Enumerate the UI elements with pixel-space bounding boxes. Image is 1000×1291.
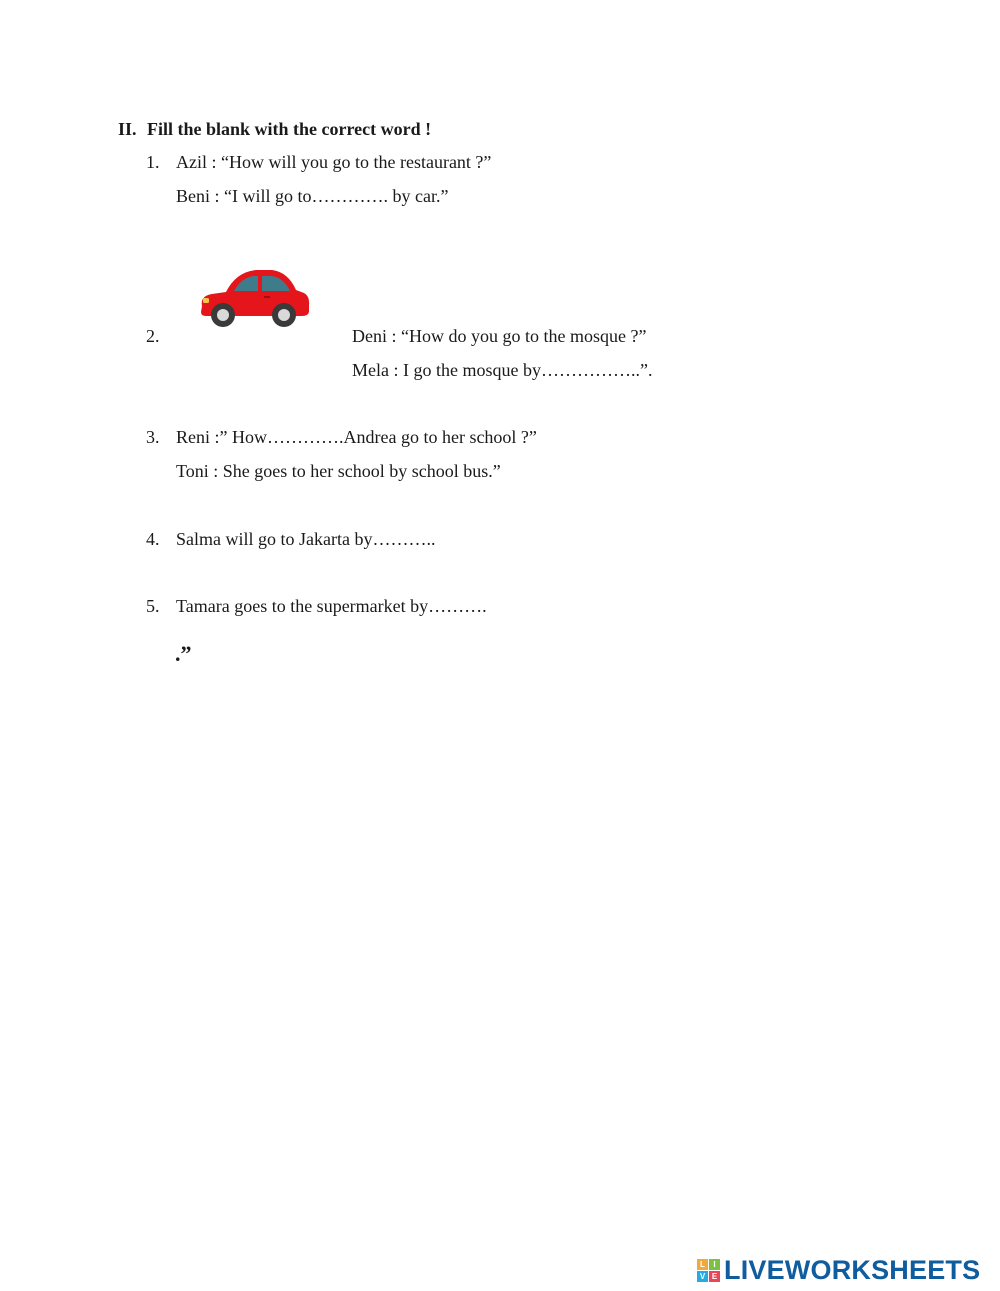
section-title: Fill the blank with the correct word ! bbox=[147, 119, 432, 139]
liveworksheets-logo bbox=[697, 1254, 980, 1286]
item-2-line-2: Mela : I go the mosque by……………..”. bbox=[352, 360, 653, 380]
item-1-line-1: Azil : “How will you go to the restaurant ?” bbox=[176, 152, 492, 172]
item-4-number: 4. bbox=[146, 529, 160, 549]
item-2-number: 2. bbox=[146, 326, 160, 346]
car-door-handle bbox=[264, 296, 270, 298]
item-3-number: 3. bbox=[146, 427, 160, 447]
badge-letter-l: L bbox=[697, 1259, 708, 1270]
item-4-line-1: Salma will go to Jakarta by……….. bbox=[176, 529, 436, 549]
item-1-line-2: Beni : “I will go to…………. by car.” bbox=[176, 186, 449, 206]
section-number: II. bbox=[118, 119, 137, 139]
badge-letter-v: V bbox=[697, 1271, 708, 1282]
item-2-line-1: Deni : “How do you go to the mosque ?” bbox=[352, 326, 647, 346]
logo-text: LIVEWORKSHEETS bbox=[724, 1254, 981, 1285]
badge-letter-i: I bbox=[709, 1259, 720, 1270]
car-light bbox=[203, 298, 209, 303]
item-5-line-1: Tamara goes to the supermarket by………. bbox=[176, 596, 487, 616]
item-1-number: 1. bbox=[146, 152, 160, 172]
red-car-image bbox=[196, 266, 312, 328]
logo-badge-icon bbox=[697, 1259, 720, 1282]
item-3-line-1: Reni :” How………….Andrea go to her school ?” bbox=[176, 427, 537, 447]
item-5-number: 5. bbox=[146, 596, 160, 616]
badge-letter-e: E bbox=[709, 1271, 720, 1282]
stray-quote-mark: .” bbox=[175, 641, 192, 666]
item-3-line-2: Toni : She goes to her school by school bus.” bbox=[176, 461, 501, 481]
